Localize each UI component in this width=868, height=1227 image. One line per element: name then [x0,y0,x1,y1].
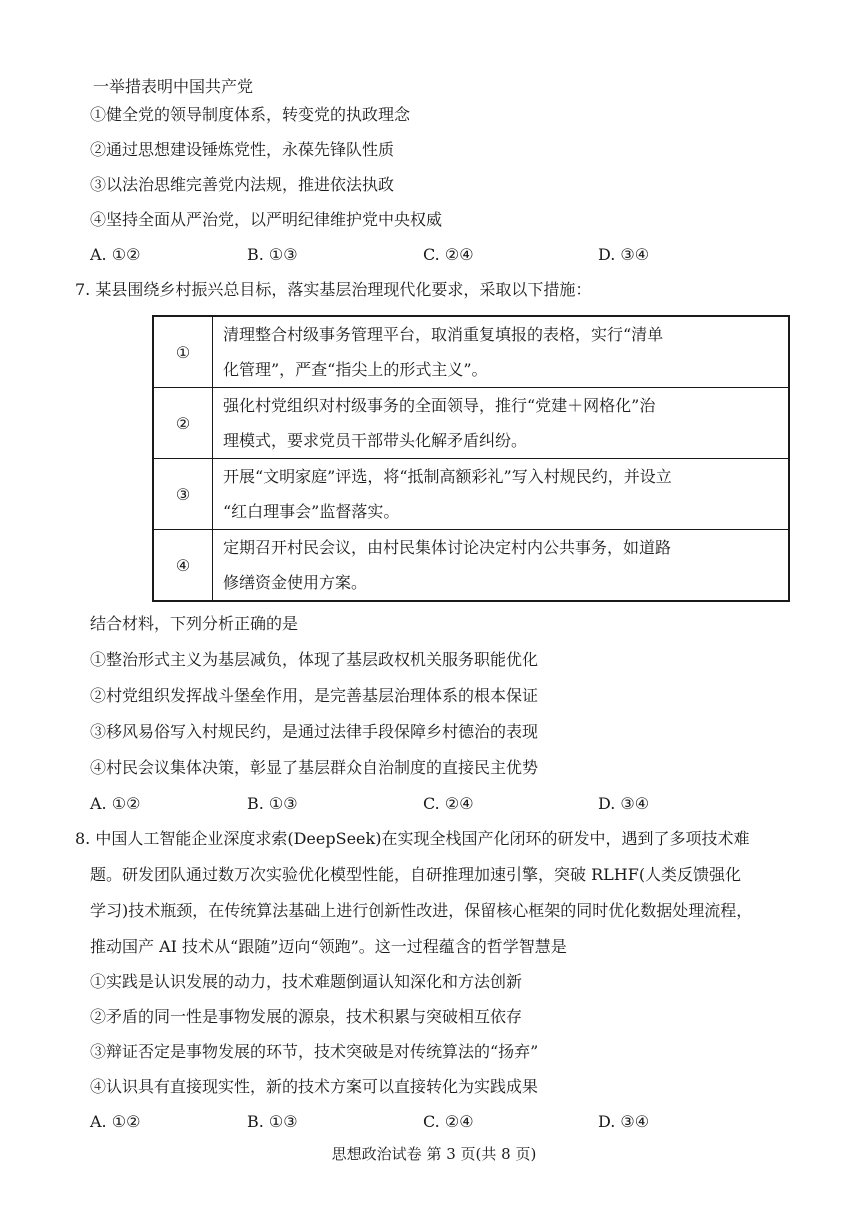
page-footer: 思想政治试卷 第 3 页(共 8 页) [331,1145,537,1163]
table-row-line: 理模式，要求党员干部带头化解矛盾纠纷。 [223,431,528,450]
table-row-line: 化管理”，严查“指尖上的形式主义”。 [223,360,488,379]
q7-option-b: B. ①③ [247,794,298,813]
q8-option-a: A. ①② [90,1112,141,1131]
q6-option-a: A. ①② [90,245,141,264]
q8-stem-line-4: 推动国产 AI 技术从“跟随”迈向“领跑”。这一过程蕴含的哲学智慧是 [90,937,567,956]
q6-option-c: C. ②④ [423,245,474,264]
q8-option-b: B. ①③ [247,1112,298,1131]
table-row-line: 修缮资金使用方案。 [223,573,368,592]
q8-option-d: D. ③④ [598,1112,650,1131]
table-row-text [213,459,790,530]
q7-option-a: A. ①② [90,794,141,813]
q8-statement-2: ②矛盾的同一性是事物发展的源泉，技术积累与突破相互依存 [90,1007,523,1026]
q7-statement-1: ①整治形式主义为基层减负，体现了基层政权机关服务职能优化 [90,650,539,669]
q6-statement-3: ③以法治思维完善党内法规，推进依法执政 [90,175,395,194]
q6-option-d: D. ③④ [598,245,650,264]
table-row-number: ② [153,388,213,459]
q7-statement-4: ④村民会议集体决策，彰显了基层群众自治制度的直接民主优势 [90,758,539,777]
q8-statement-4: ④认识具有直接现实性，新的技术方案可以直接转化为实践成果 [90,1077,539,1096]
q7-statement-2: ②村党组织发挥战斗堡垒作用，是完善基层治理体系的根本保证 [90,686,539,705]
q8-option-c: C. ②④ [423,1112,474,1131]
q7-prompt: 结合材料，下列分析正确的是 [90,614,299,633]
q6-statement-1: ①健全党的领导制度体系，转变党的执政理念 [90,105,411,124]
q8-statement-1: ①实践是认识发展的动力，技术难题倒逼认知深化和方法创新 [90,972,523,991]
table-row [153,530,789,602]
q7-statement-3: ③移风易俗写入村规民约，是通过法律手段保障乡村德治的表现 [90,722,539,741]
q7-option-d: D. ③④ [598,794,650,813]
table-row-line: “红白理事会”监督落实。 [223,502,400,521]
table-row-text [213,530,790,602]
q6-option-b: B. ①③ [247,245,298,264]
q8-stem-line-2: 题。研发团队通过数万次实验优化模型性能，自研推理加速引擎，突破 RLHF(人类反馈强化 [90,865,742,884]
q7-measures-table [152,315,790,602]
table-row-line: 开展“文明家庭”评选，将“抵制高额彩礼”写入村规民约，并设立 [223,467,672,486]
table-row [153,388,789,459]
q6-statement-4: ④坚持全面从严治党，以严明纪律维护党中央权威 [90,210,443,229]
q8-stem-line-1: 8. 中国人工智能企业深度求索(DeepSeek)在实现全栈国产化闭环的研发中，遇到了多项技术难 [75,829,750,848]
q8-stem-line-3: 学习)技术瓶颈，在传统算法基础上进行创新性改进，保留核心框架的同时优化数据处理流程， [90,901,753,920]
q6-stem-tail: 一举措表明中国共产党 [93,77,254,96]
table-row [153,459,789,530]
table-row-number: ④ [153,530,213,602]
table-row-line: 清理整合村级事务管理平台，取消重复填报的表格，实行“清单 [223,325,664,344]
table-row-line: 强化村党组织对村级事务的全面领导，推行“党建＋网格化”治 [223,396,656,415]
table-row-line: 定期召开村民会议，由村民集体讨论决定村内公共事务，如道路 [223,538,672,557]
q7-option-c: C. ②④ [423,794,474,813]
table-row-number: ③ [153,459,213,530]
q7-stem: 7. 某县围绕乡村振兴总目标，落实基层治理现代化要求，采取以下措施： [75,280,592,299]
table-row [153,316,789,388]
table-row-number: ① [153,316,213,388]
q8-statement-3: ③辩证否定是事物发展的环节，技术突破是对传统算法的“扬弃” [90,1042,539,1061]
q6-statement-2: ②通过思想建设锤炼党性，永葆先锋队性质 [90,140,395,159]
table-row-text [213,388,790,459]
table-row-text [213,316,790,388]
